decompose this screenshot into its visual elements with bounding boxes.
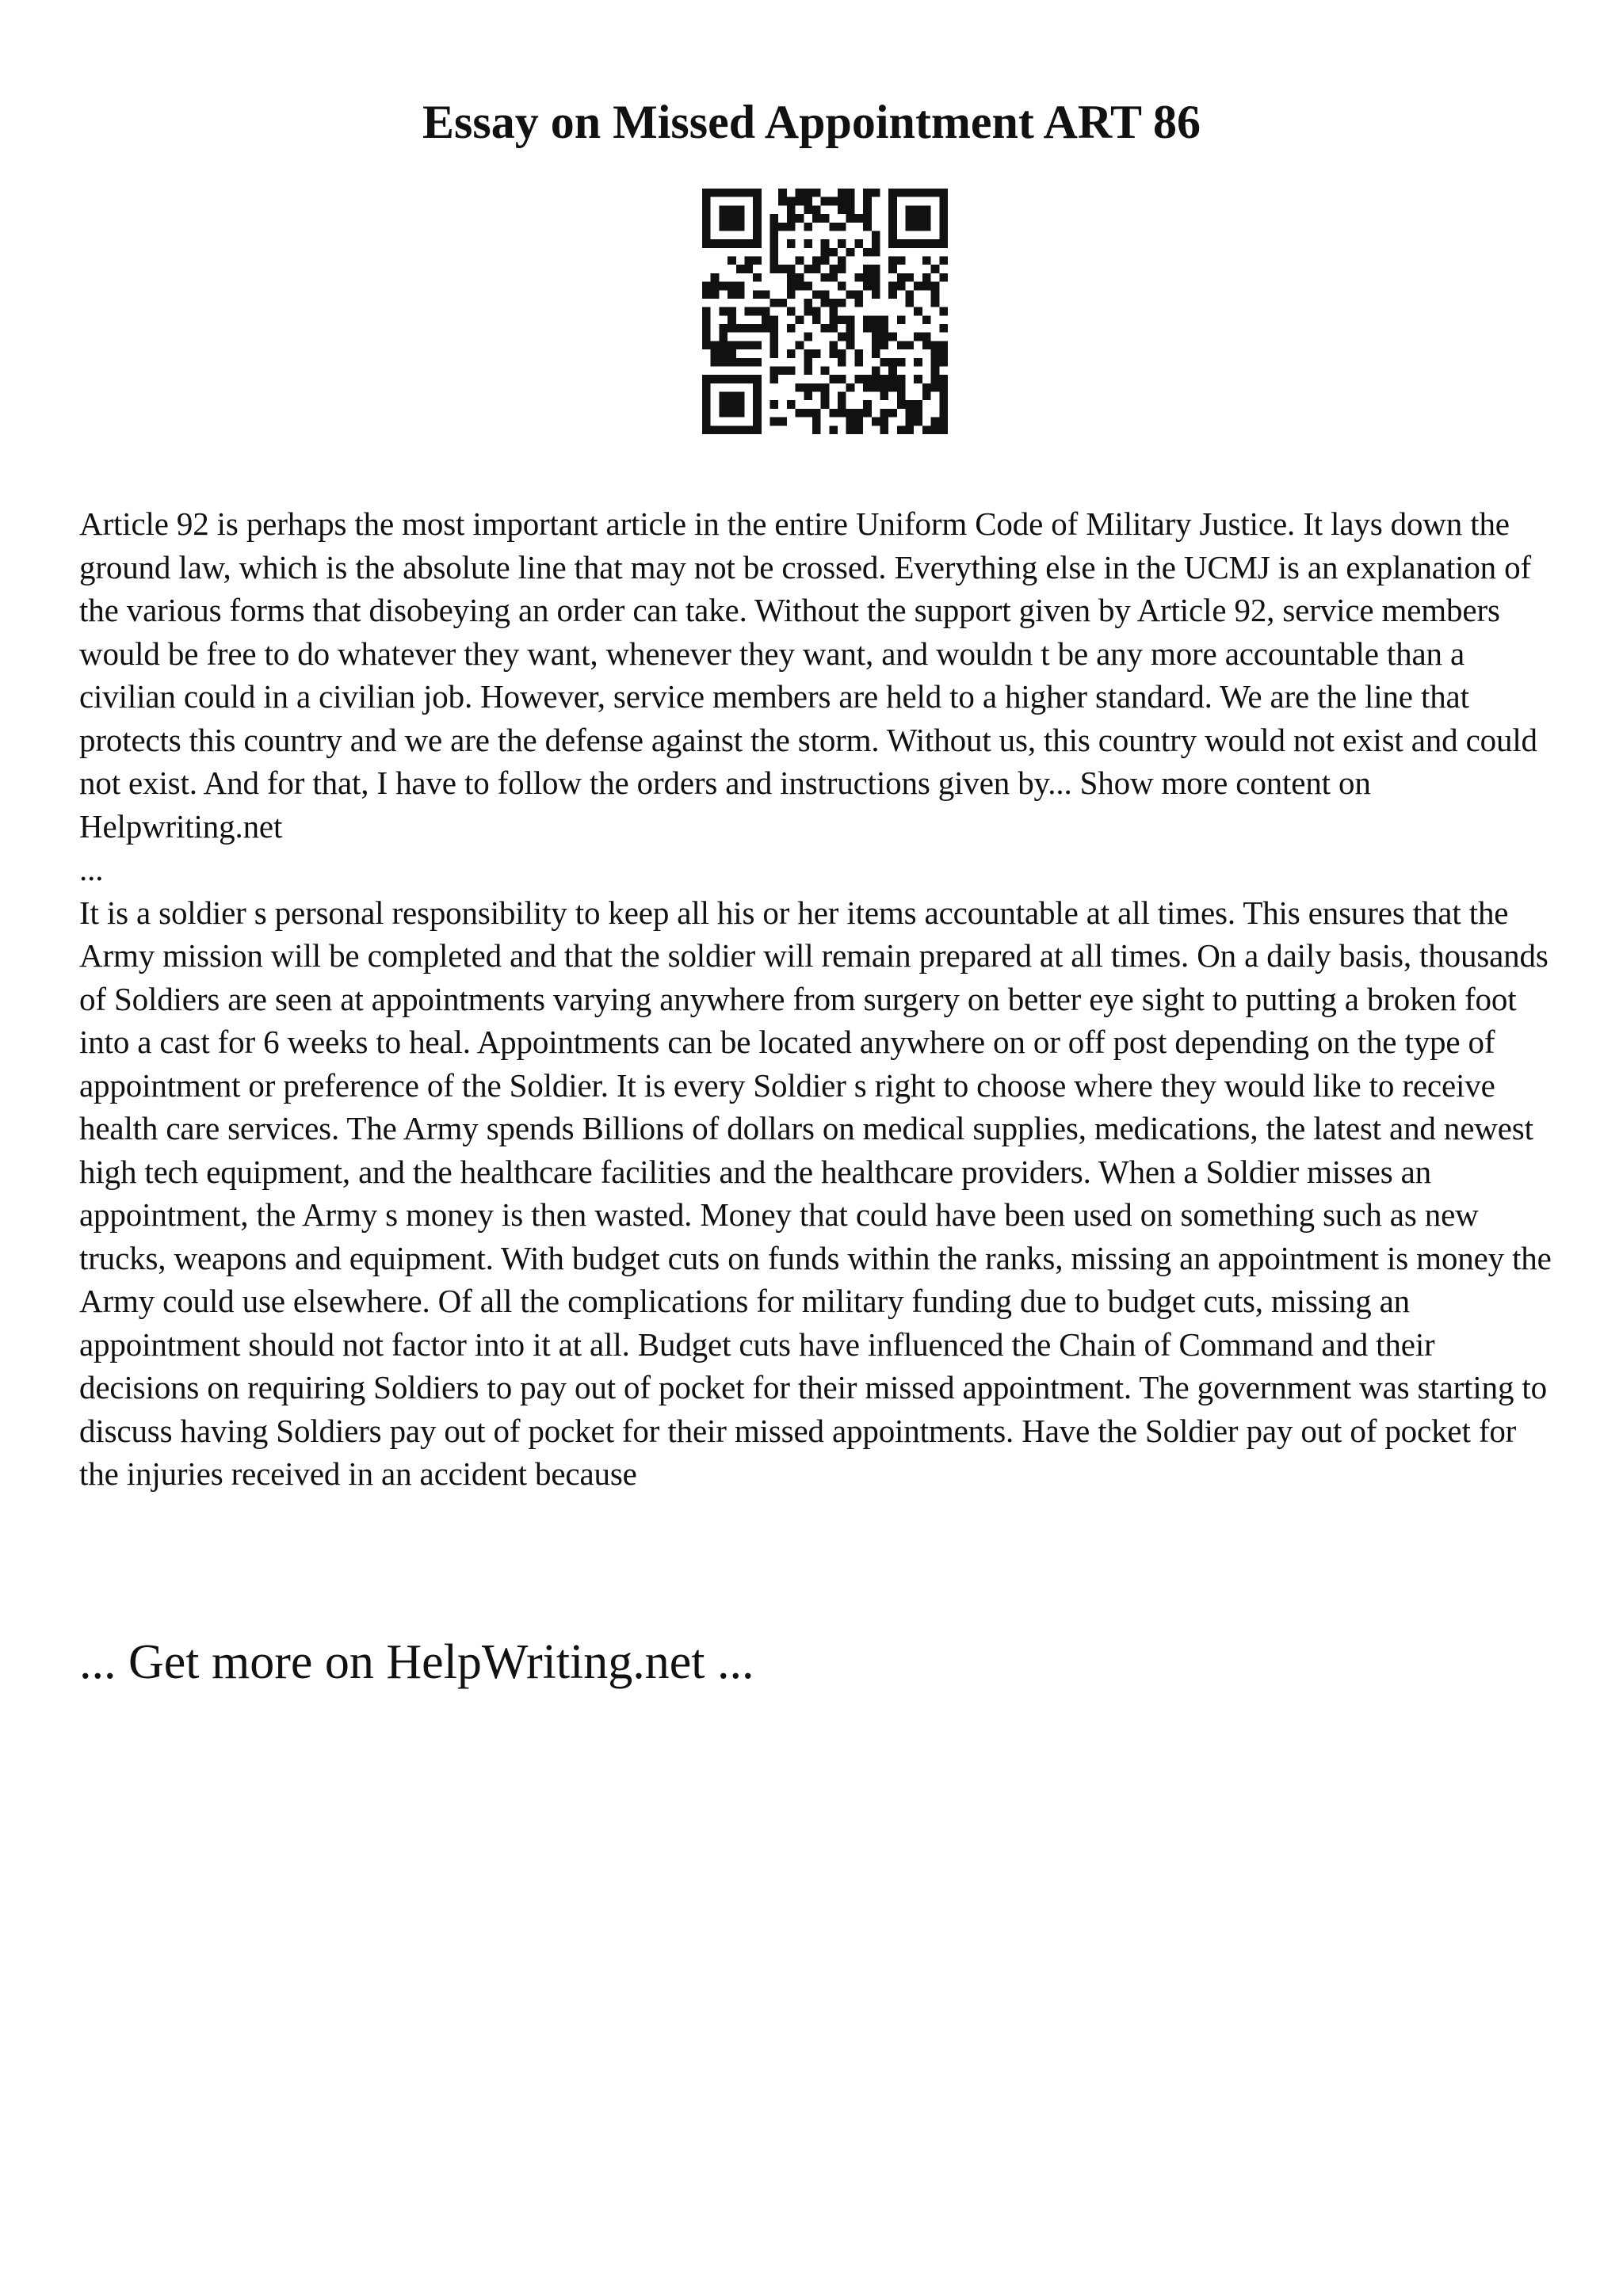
essay-body <box>79 502 1555 1496</box>
get-more-link[interactable]: ... Get more on HelpWriting.net ... <box>79 1635 754 1689</box>
essay-paragraph-2: It is a soldier s personal responsibility to keep all his or her items accountable at all times. This ensures that the Army mission will be completed and that the soldier will remain prepared at all times. On a daily basis, thousands of Soldiers are seen at appointments varying anywhere from surgery on better eye sight to putting a broken foot into a cast for 6 weeks to heal. Appointments can be located anywhere on or off post depending on the type of appointment or preference of the Soldier. It is every Soldier s right to choose where they would like to receive health care services. The Army spends Billions of dollars on medical supplies, medications, the latest and newest high tech equipment, and the healthcare facilities and the healthcare providers. When a Soldier misses an appointment, the Army s money is then wasted. Money that could have been used on something such as new trucks, weapons and equipment. With budget cuts on funds within the ranks, missing an appointment is money the Army could use elsewhere. Of all the complications for military funding due to budget cuts, missing an appointment should not factor into it at all. Budget cuts have influenced the Chain of Command and their decisions on requiring Soldiers to pay out of pocket for their missed appointment. The government was starting to discuss having Soldiers pay out of pocket for their missed appointments. Have the Soldier pay out of pocket for the injuries received in an accident because <box>79 894 1552 1492</box>
essay-paragraph-1: Article 92 is perhaps the most important article in the entire Uniform Code of Military Justice. It lays down the ground law, which is the absolute line that may not be crossed. Everything else in the UCMJ is an explanation of the various forms that disobeying an order can take. Without the support given by Article 92, service members would be free to do whatever they want, whenever they want, and wouldn t be any more accountable than a civilian could in a civilian job. However, service members are held to a higher standard. We are the line that protects this country and we are the defense against the storm. Without us, this country would not exist and could not exist. And for that, I have to follow the orders and instructions given by... Show more content on Helpwriting.net <box>79 505 1537 845</box>
qr-code-icon <box>702 189 948 434</box>
document-title: Essay on Missed Appointment ART 86 <box>422 96 1201 148</box>
paragraph-ellipsis: ... <box>79 851 104 887</box>
